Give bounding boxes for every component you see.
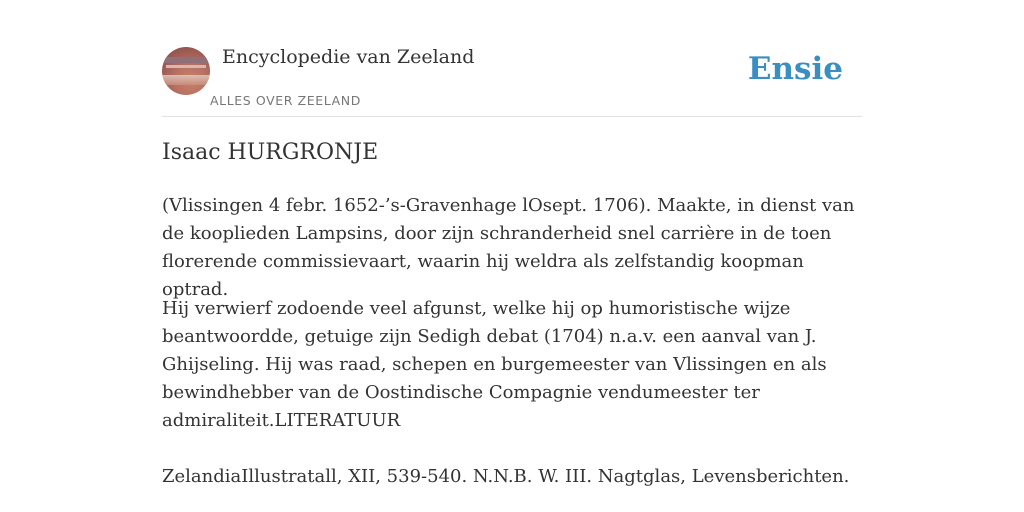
site-title-link[interactable]: Encyclopedie van Zeeland — [222, 46, 475, 68]
logo-band — [162, 75, 210, 85]
site-header — [162, 0, 862, 117]
article-paragraph: (Vlissingen 4 febr. 1652-’s-Gravenhage lOsept. 1706). Maakte, in dienst van de kooplieden Lampsins, door zijn schranderheid snel carrière in de toen florerende commissievaart, waarin hij weldra als zelfstandig koopman optrad. — [162, 195, 855, 300]
site-logo[interactable] — [162, 47, 210, 95]
logo-band — [166, 65, 206, 68]
article-paragraph: Hij verwierf zodoende veel afgunst, welke hij op humoristische wijze beantwoordde, getuige zijn Sedigh debat (1704) n.a.v. een aanval van J. Ghijseling. Hij was raad, schepen en burgemeester van Vlissingen en als bewindhebber van de Oostindische Compagnie vendumeester ter admiraliteit.LITERATUUR — [162, 298, 827, 431]
article-references: ZelandiaIllustratall, XII, 539-540. N.N.B. W. III. Nagtglas, Levensberichten. — [162, 466, 850, 487]
article-title: Isaac HURGRONJE — [162, 140, 379, 165]
ensie-brand-link[interactable]: Ensie — [747, 51, 843, 87]
logo-band — [162, 57, 210, 63]
page — [162, 0, 862, 487]
site-tagline: ALLES OVER ZEELAND — [210, 93, 361, 108]
